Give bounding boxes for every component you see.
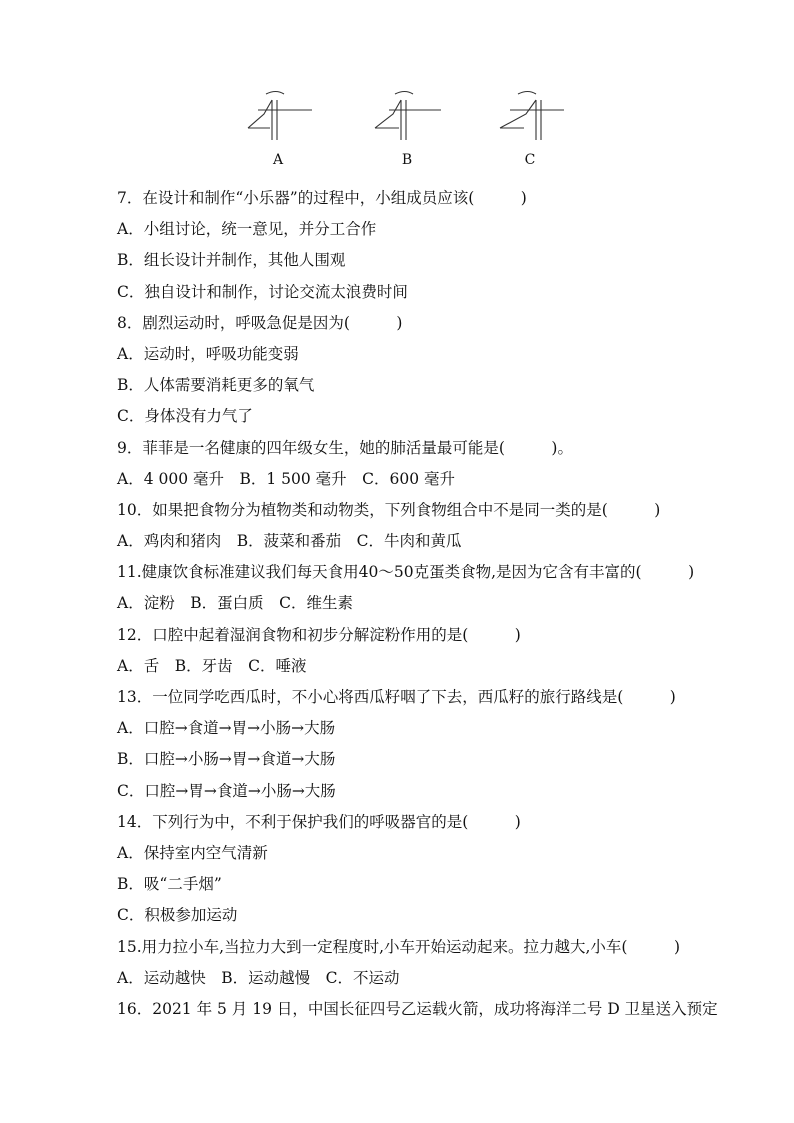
question-15-options: A．运动越快 B．运动越慢 C．不运动 — [117, 968, 400, 987]
question-13: 13．一位同学吃西瓜时，不小心将西瓜籽咽了下去，西瓜籽的旅行路线是( ) — [117, 688, 676, 706]
figure-c — [496, 88, 568, 168]
pulley-diagram-a — [244, 88, 316, 148]
question-11: 11.健康饮食标准建议我们每天食用40～50克蛋类食物,是因为它含有丰富的( ) — [117, 563, 695, 582]
question-14-option-c: C．积极参加运动 — [117, 906, 238, 925]
figure-label-a: A — [272, 152, 284, 168]
question-10: 10．如果把食物分为植物类和动物类，下列食物组合中不是同一类的是( ) — [117, 500, 661, 519]
question-11-options: A．淀粉 B．蛋白质 C．维生素 — [117, 594, 353, 613]
question-16: 16．2021 年 5 月 19 日，中国长征四号乙运载火箭，成功将海洋二号 D 卫星送入预定 — [117, 999, 718, 1018]
question-12-options: A．舌 B．牙齿 C．唾液 — [117, 656, 307, 675]
question-7-option-c: C．独自设计和制作，讨论交流太浪费时间 — [117, 282, 408, 301]
question-14-option-b: B．吸“二手烟” — [117, 875, 222, 894]
figure-label-c: C — [524, 152, 536, 168]
question-13-option-b: B．口腔→小肠→胃→食道→大肠 — [117, 750, 336, 769]
question-10-options: A．鸡肉和猪肉 B．菠菜和番茄 C．牛肉和黄瓜 — [117, 532, 462, 551]
question-14: 14．下列行为中，不利于保护我们的呼吸器官的是( ) — [117, 812, 521, 831]
question-12: 12．口腔中起着湿润食物和初步分解淀粉作用的是( ) — [117, 625, 521, 644]
question-13-option-c: C．口腔→胃→食道→小肠→大肠 — [117, 781, 336, 800]
question-13-option-a: A．口腔→食道→胃→小肠→大肠 — [117, 719, 336, 738]
question-7-option-b: B．组长设计并制作，其他人围观 — [117, 251, 346, 270]
question-14-option-a: A．保持室内空气清新 — [117, 843, 268, 862]
question-9-options: A．4 000 毫升 B．1 500 毫升 C．600 毫升 — [117, 469, 456, 488]
question-8-option-a: A．运动时，呼吸功能变弱 — [117, 344, 299, 363]
question-list — [117, 183, 717, 1025]
question-8-option-b: B．人体需要消耗更多的氧气 — [117, 376, 315, 395]
question-9: 9．菲菲是一名健康的四年级女生，她的肺活量最可能是( )。 — [117, 438, 573, 457]
pulley-diagram-c — [496, 88, 568, 148]
figure-a — [244, 88, 316, 168]
figure-b — [371, 88, 443, 168]
figure-row — [0, 88, 794, 178]
question-8: 8．剧烈运动时，呼吸急促是因为( ) — [117, 313, 403, 332]
pulley-diagram-b — [371, 88, 443, 148]
question-7: 7．在设计和制作“小乐器”的过程中，小组成员应该( ) — [117, 189, 527, 207]
figure-label-b: B — [401, 152, 413, 168]
question-15: 15.用力拉小车,当拉力大到一定程度时,小车开始运动起来。拉力越大,小车( ) — [117, 937, 681, 956]
question-7-option-a: A．小组讨论，统一意见，并分工合作 — [117, 220, 377, 239]
question-8-option-c: C．身体没有力气了 — [117, 407, 253, 426]
